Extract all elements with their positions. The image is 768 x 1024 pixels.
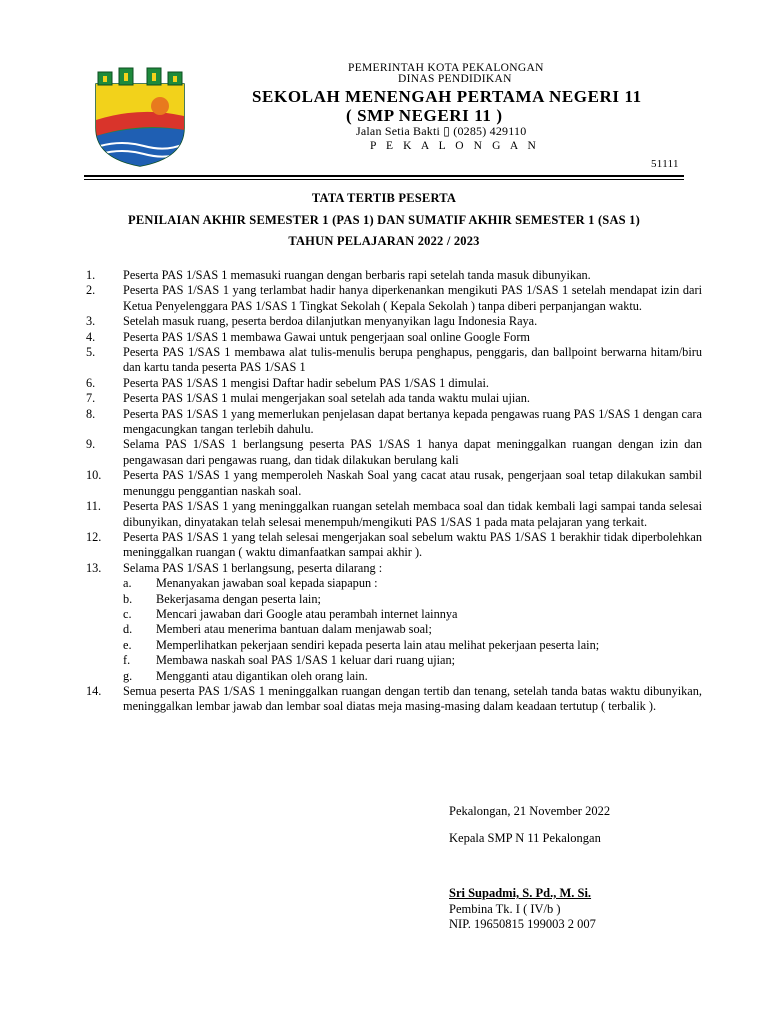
school-crest-logo [92, 66, 188, 168]
rule-item [86, 330, 702, 345]
rule-text: Peserta PAS 1/SAS 1 yang meninggalkan ruangan setelah membaca soal dan tidak kembali lagi sampai tanda selesai dibunyikan, dinyatakan telah selesai menempuh/mengikuti PAS 1/SAS 1 pada mata pelajaran yang terkait. [123, 499, 702, 529]
signatory-nip: NIP. 19650815 199003 2 007 [449, 917, 596, 931]
rule-text: Peserta PAS 1/SAS 1 membawa alat tulis-menulis berupa penghapus, penggaris, dan ballpoint berwarna hitam/biru dan kartu tanda peserta PAS 1/SAS 1 [123, 345, 702, 375]
signatory-rank: Pembina Tk. I ( IV/b ) [449, 902, 561, 916]
school-name: SEKOLAH MENENGAH PERTAMA NEGERI 11 [252, 87, 642, 106]
rule-item [86, 499, 702, 530]
rule-number: 2. [86, 283, 96, 298]
rule-number: 7. [86, 391, 96, 406]
prohibition-text: Membawa naskah soal PAS 1/SAS 1 keluar dari ruang ujian; [156, 653, 456, 668]
rule-text: Peserta PAS 1/SAS 1 membawa Gawai untuk pengerjaan soal online Google Form [123, 329, 530, 344]
rule-item [86, 407, 702, 438]
rules-list [86, 268, 702, 715]
prohibition-letter: g. [123, 668, 133, 683]
rule-number: 9. [86, 437, 96, 452]
prohibition-letter: c. [123, 606, 132, 621]
rule-number: 11. [86, 499, 101, 514]
rule-text: Peserta PAS 1/SAS 1 yang terlambat hadir hanya diperkenankan mengikuti PAS 1/SAS 1 setelah mendapat izin dari Ketua Penyelenggara PAS 1/SAS 1 Tingkat Sekolah ( Kepala Sekolah ) tanpa diberi perpanjangan waktu. [123, 283, 702, 313]
rule-number: 14. [86, 683, 102, 698]
prohibition-text: Menanyakan jawaban soal kepada siapapun : [156, 576, 378, 591]
rule-item [86, 468, 702, 499]
rule-item [86, 561, 702, 684]
prohibition-text: Bekerjasama dengan peserta lain; [156, 591, 321, 606]
rule-number: 6. [86, 375, 96, 390]
prohibition-item [123, 622, 702, 637]
rule-item [86, 391, 702, 406]
rule-number: 4. [86, 329, 96, 344]
prohibition-item [123, 653, 702, 668]
prohibition-letter: a. [123, 576, 132, 591]
rule-number: 13. [86, 560, 102, 575]
signatory-name: Sri Supadmi, S. Pd., M. Si. [449, 886, 592, 900]
prohibition-text: Mencari jawaban dari Google atau perambah internet lainnya [156, 606, 458, 621]
academic-year: TAHUN PELAJARAN 2022 / 2023 [288, 234, 480, 248]
document-subtitle: PENILAIAN AKHIR SEMESTER 1 (PAS 1) DAN SUMATIF AKHIR SEMESTER 1 (SAS 1) [128, 213, 640, 227]
school-abbreviation: ( SMP NEGERI 11 ) [346, 106, 503, 125]
prohibition-letter: d. [123, 622, 133, 637]
prohibition-item [123, 638, 702, 653]
rule-item [86, 437, 702, 468]
rule-text: Semua peserta PAS 1/SAS 1 meninggalkan ruangan dengan tertib dan tenang, setelah tanda batas waktu dibunyikan, meninggalkan lembar jawab dan lembar soal diatas meja masing-masing dalam keadaan tertutup ( terbalik ). [123, 683, 702, 714]
rule-item [86, 376, 702, 391]
rule-item [86, 530, 702, 561]
signature-place-date: Pekalongan, 21 November 2022 [449, 804, 611, 818]
department-name: DINAS PENDIDIKAN [398, 73, 512, 85]
rule-item [86, 268, 702, 283]
rule-number: 1. [86, 268, 96, 282]
rule-number: 8. [86, 406, 96, 421]
prohibition-letter: f. [123, 653, 131, 668]
letterhead-divider-thin [84, 179, 684, 180]
rule-text: Peserta PAS 1/SAS 1 yang memerlukan penjelasan dapat bertanya kepada pengawas ruang PAS 1/SAS 1 dengan cara mengacungkan tangan terlebih dahulu. [123, 406, 702, 437]
prohibition-item [123, 669, 702, 684]
rule-number: 5. [86, 345, 96, 360]
rule-item [86, 684, 702, 715]
rule-text: Selama PAS 1/SAS 1 berlangsung peserta PAS 1/SAS 1 hanya dapat meninggalkan ruangan dengan izin dan pengawasan dari pengawas ruang, dan tidak dilakukan berulang kali [123, 437, 702, 467]
rule-text: Peserta PAS 1/SAS 1 mulai mengerjakan soal setelah ada tanda waktu mulai ujian. [123, 391, 530, 406]
rule-number: 3. [86, 314, 96, 329]
prohibition-text: Memberi atau menerima bantuan dalam menjawab soal; [156, 622, 432, 637]
prohibition-text: Mengganti atau digantikan oleh orang lain. [156, 668, 368, 683]
rule-number: 12. [86, 529, 102, 544]
prohibition-text: Memperlihatkan pekerjaan sendiri kepada peserta lain atau melihat pekerjaan peserta lain; [156, 637, 600, 652]
rule-text: Peserta PAS 1/SAS 1 yang memperoleh Naskah Soal yang cacat atau rusak, pengerjaan soal tetap dilakukan sambil menunggu penggantian naskah soal. [123, 468, 702, 498]
document-title: TATA TERTIB PESERTA [311, 191, 457, 205]
rule-text: Setelah masuk ruang, peserta berdoa dilanjutkan menyanyikan lagu Indonesia Raya. [123, 314, 538, 329]
prohibition-letter: e. [123, 637, 132, 652]
school-address: Jalan Setia Bakti ▯ (0285) 429110 [356, 124, 527, 138]
postal-code: 51111 [651, 158, 679, 170]
rule-item [86, 345, 702, 376]
rule-number: 10. [86, 468, 102, 483]
city-name: P E K A L O N G A N [370, 140, 540, 152]
rule-text: Selama PAS 1/SAS 1 berlangsung, peserta dilarang : [123, 560, 383, 575]
letterhead-divider-thick [84, 175, 684, 177]
rule-text: Peserta PAS 1/SAS 1 memasuki ruangan dengan berbaris rapi setelah tanda masuk dibunyikan. [123, 268, 591, 282]
prohibition-letter: b. [123, 591, 133, 606]
rule-text: Peserta PAS 1/SAS 1 yang telah selesai mengerjakan soal sebelum waktu PAS 1/SAS 1 berakhir tidak diperbolehkan meninggalkan ruangan ( waktu dimanfaatkan sampai akhir ). [123, 529, 702, 560]
rule-item [86, 314, 702, 329]
rule-text: Peserta PAS 1/SAS 1 mengisi Daftar hadir sebelum PAS 1/SAS 1 dimulai. [123, 375, 489, 390]
signatory-position: Kepala SMP N 11 Pekalongan [449, 831, 601, 845]
prohibition-item [123, 592, 702, 607]
prohibition-item [123, 607, 702, 622]
government-name: PEMERINTAH KOTA PEKALONGAN [348, 62, 544, 74]
rule-item [86, 283, 702, 314]
prohibition-item [123, 576, 702, 591]
